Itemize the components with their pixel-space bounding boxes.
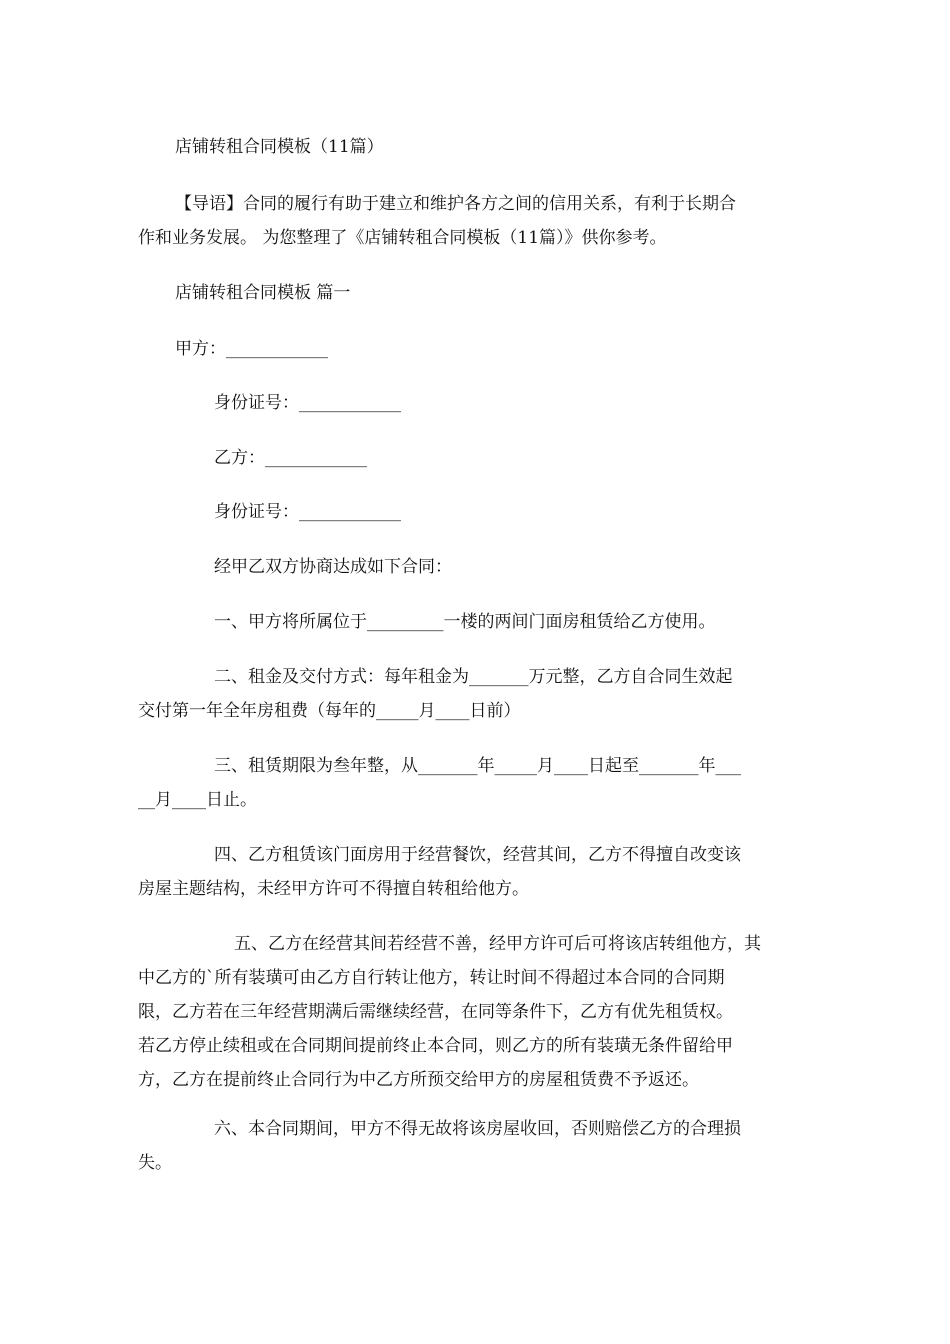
clause-3 <box>138 749 814 817</box>
intro-paragraph <box>138 187 814 255</box>
section-title: 店铺转租合同模板 篇一 <box>175 283 351 303</box>
clause-6-line-1: 六、本合同期间，甲方不得无故将该房屋收回，否则赔偿乙方的合理损 <box>214 1119 741 1139</box>
party-b-field: 乙方：____________ <box>214 448 367 468</box>
document-title: 店铺转租合同模板（11篇） <box>175 137 384 157</box>
clause-4 <box>138 838 814 906</box>
clause-2 <box>138 660 814 728</box>
clause-1 <box>138 605 814 639</box>
clause-3-line-2: __月____日止。 <box>138 790 257 810</box>
intro-line-2: 作和业务发展。 为您整理了《店铺转租合同模板（11篇）》供你参考。 <box>138 228 667 248</box>
party-b-id-field: 身份证号：____________ <box>214 502 401 522</box>
clause-5-line-2: 中乙方的`所有装璜可由乙方自行转让他方，转让时间不得超过本合同的合同期 <box>138 968 725 988</box>
clause-4-line-2: 房屋主题结构，未经甲方许可不得擅自转租给他方。 <box>138 879 529 899</box>
clause-5-line-5: 方，乙方在提前终止合同行为中乙方所预交给甲方的房屋租赁费不予返还。 <box>138 1070 699 1090</box>
clause-1-line-1: 一、甲方将所属位于_________一楼的两间门面房租赁给乙方使用。 <box>214 612 716 632</box>
clause-5-line-1: 五、乙方在经营其间若经营不善，经甲方许可后可将该店转组他方，其 <box>234 934 761 954</box>
clause-3-line-1: 三、租赁期限为叁年整，从_______年_____月____日起至_______年___ <box>214 756 741 776</box>
clause-5-line-4: 若乙方停止续租或在合同期间提前终止本合同，则乙方的所有装璜无条件留给甲 <box>138 1036 733 1056</box>
agreement-statement: 经甲乙双方协商达成如下合同： <box>214 557 452 577</box>
clause-5-line-3: 限，乙方若在三年经营期满后需继续经营，在同等条件下，乙方有优先租赁权。 <box>138 1002 733 1022</box>
intro-line-1: 【导语】合同的履行有助于建立和维护各方之间的信用关系，有利于长期合 <box>175 194 736 214</box>
clause-6 <box>138 1112 814 1180</box>
clause-2-line-1: 二、租金及交付方式：每年租金为_______万元整，乙方自合同生效起 <box>214 667 733 687</box>
clause-2-line-2: 交付第一年全年房租费（每年的_____月____日前） <box>138 701 521 721</box>
clause-4-line-1: 四、乙方租赁该门面房用于经营餐饮，经营其间，乙方不得擅自改变该 <box>214 845 741 865</box>
clause-6-line-2: 失。 <box>138 1153 172 1173</box>
party-a-id-field: 身份证号：____________ <box>214 393 401 413</box>
party-a-field: 甲方：____________ <box>175 339 328 359</box>
clause-5 <box>138 927 814 1097</box>
